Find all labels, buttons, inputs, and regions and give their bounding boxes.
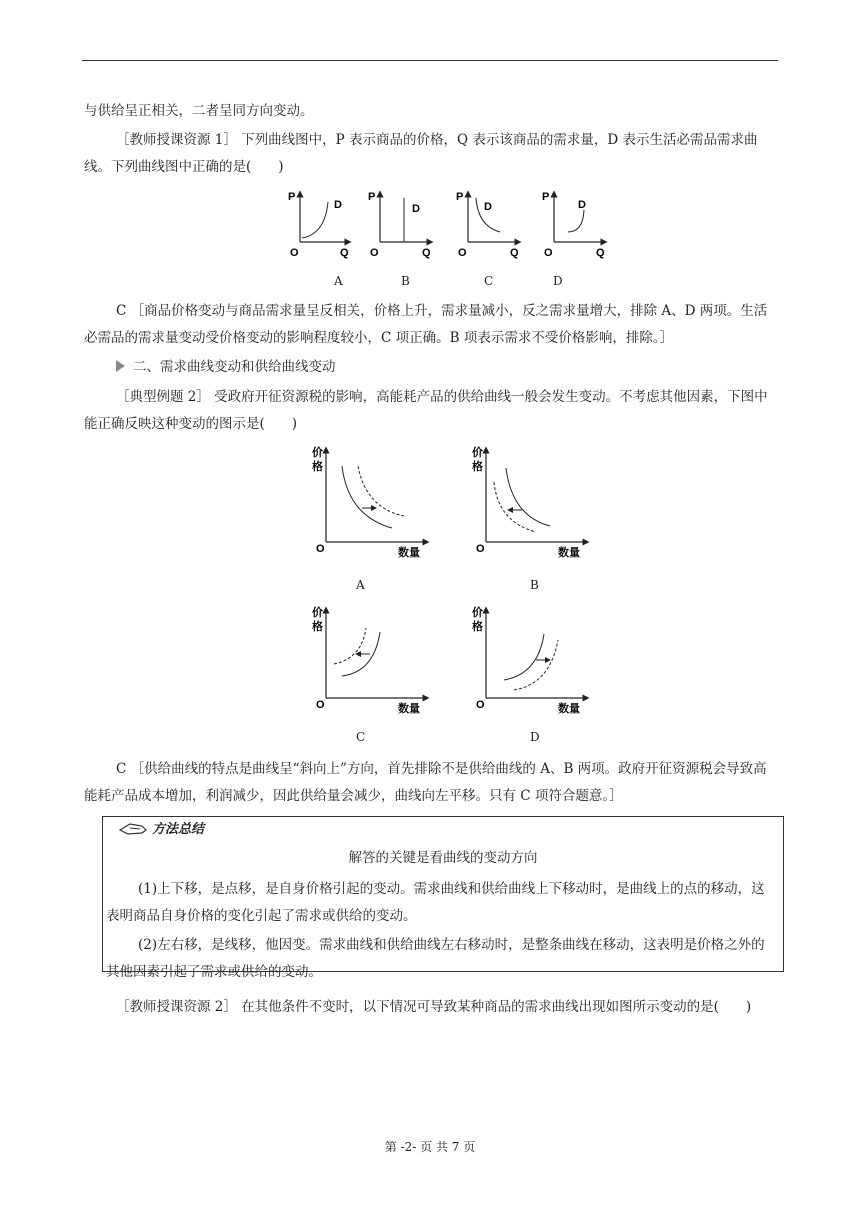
origin-label: O [290,247,299,259]
origin-label: O [476,699,485,711]
example2-option-b: B [530,578,539,592]
method-title: 解答的关键是看曲线的变动方向 [348,850,538,866]
axis-y-label-part2: 格 [312,461,323,473]
resource1-question: ［教师授课资源 1］ 下列曲线图中，P 表示商品的价格，Q 表示该商品的需求量，D 表示生活必需品需求曲线。下列曲线图中正确的是( ) [84,132,758,175]
method-tag [118,818,204,837]
option-label-d: D [553,274,563,288]
triangle-bullet-icon [116,360,125,372]
example2-option-d: D [530,730,540,744]
axis-x-label: 数量 [558,703,580,715]
section2-heading-text: 二、需求曲线变动和供给曲线变动 [133,359,336,375]
axis-x-label: Q [596,247,605,259]
example2-figures [300,444,590,724]
axis-y-label-part2: 格 [472,461,483,473]
axis-y-label-part1: 价 [312,607,323,619]
resource1-figure-d [542,191,605,259]
option-label-b: B [401,274,410,288]
curve-label: D [578,199,586,211]
curve-label: D [412,203,420,215]
origin-label: O [544,247,553,259]
axis-x-label: 数量 [558,547,580,559]
page-footer: 第 -2- 页 共 7 页 [384,1140,476,1154]
hand-pointer-icon [118,820,148,836]
curve-label: D [484,201,492,213]
resource1-figure-c [456,191,519,259]
resource2-question: ［教师授课资源 2］ 在其他条件不变时，以下情况可导致某种商品的需求曲线出现如图所示变动的是( ) [116,999,752,1015]
axis-x-label: 数量 [398,703,420,715]
origin-label: O [316,699,325,711]
axis-y-label: P [456,191,464,203]
axis-x-label: 数量 [398,547,420,559]
example2-option-a: A [356,578,365,592]
axis-y-label-part2: 格 [312,621,323,633]
origin-label: O [476,543,485,555]
answer1: C ［商品价格变动与商品需求量呈反相关，价格上升，需求量减小，反之需求量增大，排除 A、D 两项。生活必需品的需求量变动受价格变动的影响程度较小，C 项正确。B 项表示需求不受价格影响，排除。］ [84,303,768,346]
answer2: C ［供给曲线的特点是曲线呈“斜向上”方向，首先排除不是供给曲线的 A、B 两项。政府开征资源税会导致高能耗产品成本增加，利润减少，因此供给量会减少，曲线向左平移。只有 C 项符合题意。］ [84,761,767,804]
method-paragraph-1: (1)上下移，是点移，是自身价格引起的变动。需求曲线和供给曲线上下移动时，是曲线上的点的移动，这表明商品自身价格的变化引起了需求或供给的变动。 [106,881,765,924]
origin-label: O [458,247,467,259]
origin-label: O [370,247,379,259]
option-label-a: A [334,274,343,288]
axis-y-label: P [542,191,550,203]
axis-x-label: Q [422,247,431,259]
option-label-c: C [484,274,494,288]
resource1-figure-a [288,191,349,259]
method-tag-text: 方法总结 [152,822,205,837]
example2-option-c: C [356,730,366,744]
section2-heading [116,357,336,377]
header-rule [82,60,778,61]
example2-figure-b [472,445,586,559]
example2-figure-a [312,445,426,559]
example2-figure-c [312,605,426,715]
axis-x-label: Q [340,247,349,259]
axis-y-label-part1: 价 [472,447,483,459]
curve-label: D [334,199,342,211]
axis-y-label-part2: 格 [472,621,483,633]
axis-x-label: Q [510,247,519,259]
axis-y-label: P [368,191,376,203]
resource1-figure-b [368,191,431,259]
resource1-figures [280,186,620,266]
method-paragraph-2: (2)左右移，是线移，他因变。需求曲线和供给曲线左右移动时，是整条曲线在移动，这表明是价格之外的其他因素引起了需求或供给的变动。 [106,937,765,980]
axis-y-label: P [288,191,296,203]
example2-figure-d [472,605,586,715]
origin-label: O [316,543,325,555]
axis-y-label-part1: 价 [472,607,483,619]
axis-y-label-part1: 价 [312,447,323,459]
example2-question: ［典型例题 2］ 受政府开征资源税的影响，高能耗产品的供给曲线一般会发生变动。不考虑其他因素，下图中能正确反映这种变动的图示是( ) [84,389,768,432]
intro-line: 与供给呈正相关，二者呈同方向变动。 [84,103,314,119]
